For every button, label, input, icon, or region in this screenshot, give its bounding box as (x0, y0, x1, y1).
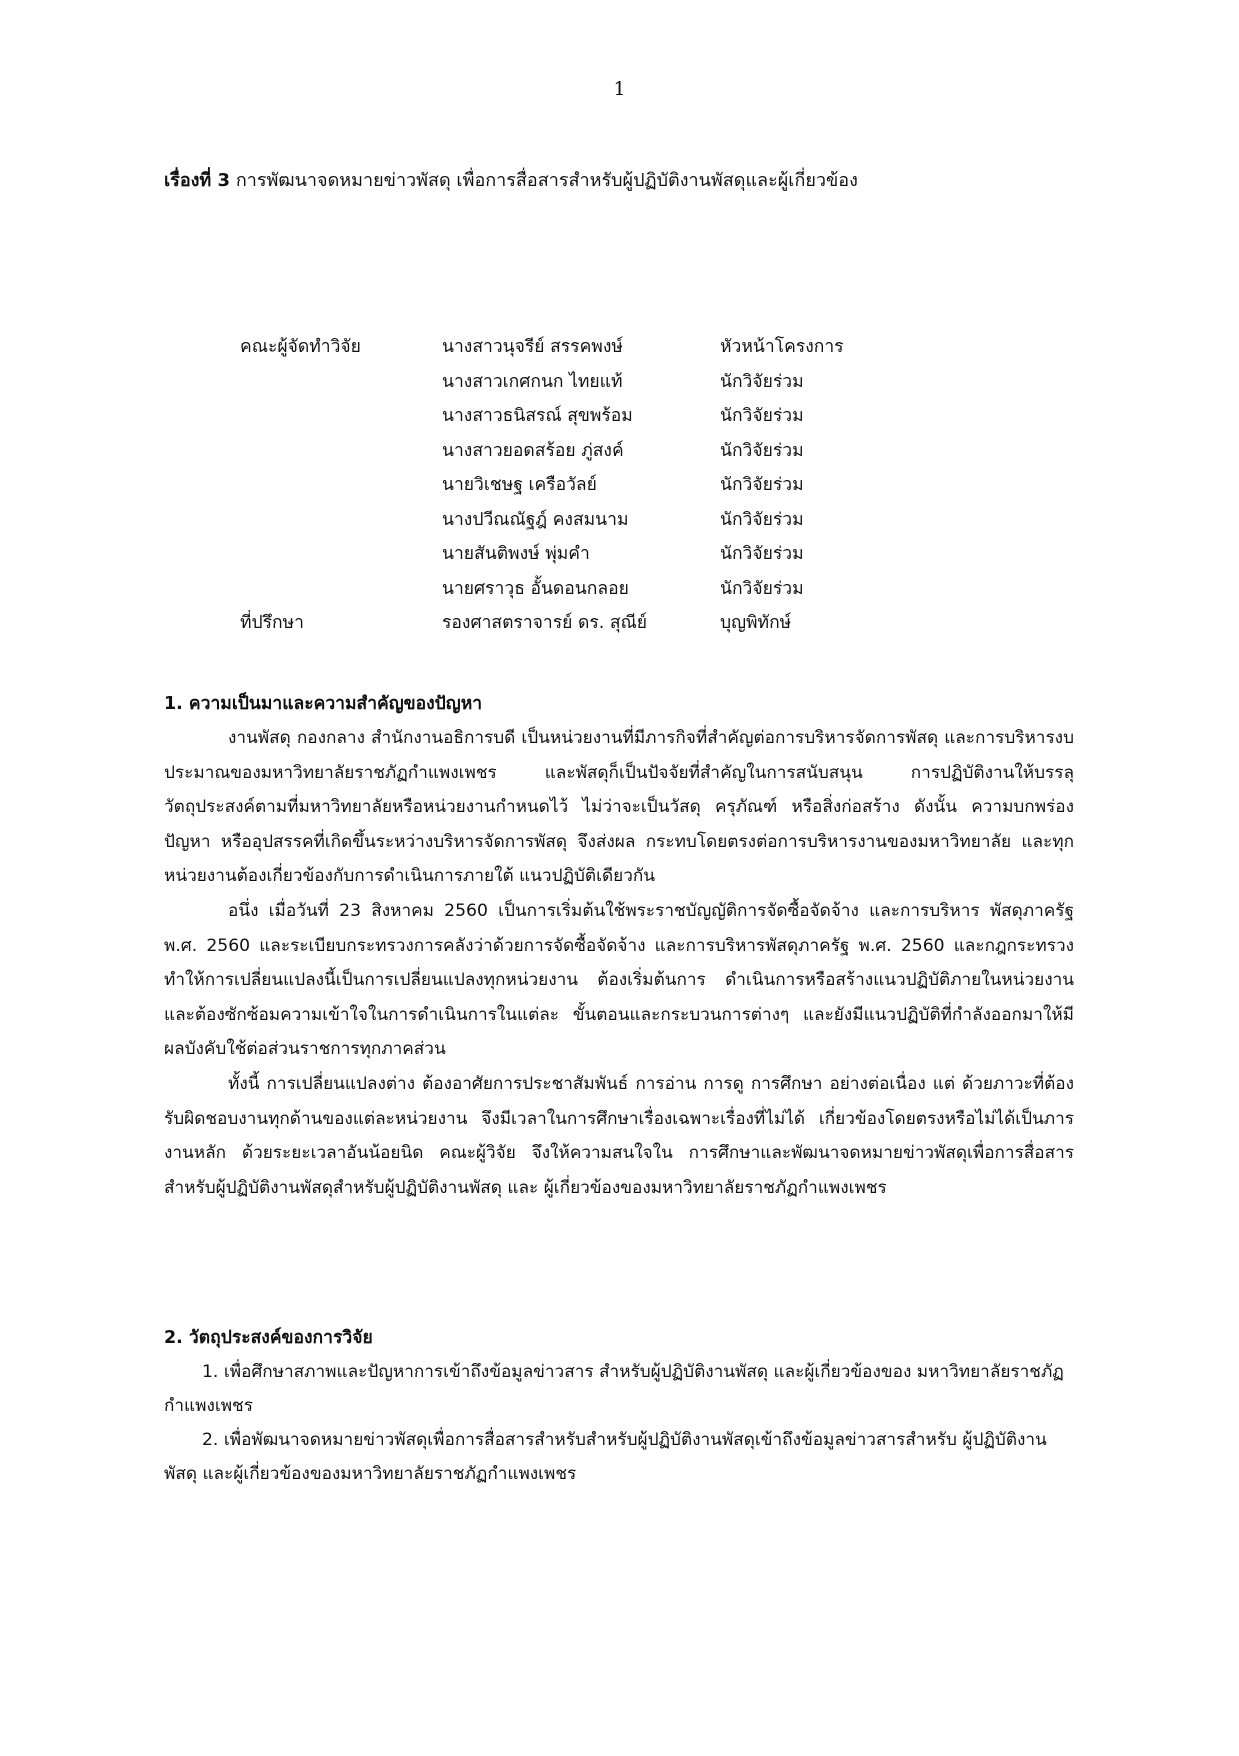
team-row (240, 606, 1000, 641)
team-row (240, 468, 1000, 503)
team-member-role: นักวิจัยร่วม (720, 440, 804, 461)
team-member-name: นางสาวยอดสร้อย ภู่สงค์ (442, 440, 624, 461)
section-heading: 1. ความเป็นมาและความสำคัญของปัญหา (164, 694, 483, 714)
team-member-role: นักวิจัยร่วม (720, 371, 804, 392)
team-member-role: หัวหน้าโครงการ (720, 337, 844, 357)
paragraph: ทั้งนี้ การเปลี่ยนแปลงต่าง ต้องอาศัยการประชาสัมพันธ์ การอ่าน การดู การศึกษา อย่างต่อเนื่อง แต่ ด้วยภาวะที่ต้องรับผิดชอบงานทุกด้านของแต่ละหน่วยงาน จึงมีเวลาในการศึกษาเรื่องเฉพาะเรื่องที่ไม่ได้ เกี่ยวข้องโดยตรงหรือไม่ได้เป็นภารงานหลัก ด้วยระยะเวลาอันน้อยนิด คณะผู้วิจัย จึงให้ความสนใจใน การศึกษาและพัฒนาจดหมายข่าวพัสดุเพื่อการสื่อสารสำหรับผู้ปฏิบัติงานพัสดุสำหรับผู้ปฏิบัติงานพัสดุ และ ผู้เกี่ยวข้องของมหาวิทยาลัยราชภัฏกำแพงเพชร (164, 1073, 1074, 1198)
team-member-name: นายสันติพงษ์ พุ่มคำ (442, 544, 590, 564)
section-heading: 2. วัตถุประสงค์ของการวิจัย (164, 1328, 373, 1348)
paragraph: อนึ่ง เมื่อวันที่ 23 สิงหาคม 2560 เป็นการเริ่มต้นใช้พระราชบัญญัติการจัดซื้อจัดจ้าง และการบริหาร พัสดุภาครัฐ พ.ศ. 2560 และระเบียบกระทรวงการคลังว่าด้วยการจัดซื้อจัดจ้าง และการบริหารพัสดุภาครัฐ พ.ศ. 2560 และกฎกระทรวง ทำให้การเปลี่ยนแปลงนี้เป็นการเปลี่ยนแปลงทุกหน่วยงาน ต้องเริ่มต้นการ ดำเนินการหรือสร้างแนวปฏิบัติภายในหน่วยงาน และต้องซักซ้อมความเข้าใจในการดำเนินการในแต่ละ ขั้นตอนและกระบวนการต่างๆ และยังมีแนวปฏิบัติที่กำลังออกมาให้มีผลบังคับใช้ต่อส่วนราชการทุกภาคส่วน (164, 900, 1074, 1060)
paragraph: งานพัสดุ กองกลาง สำนักงานอธิการบดี เป็นหน่วยงานที่มีภารกิจที่สำคัญต่อการบริหารจัดการพัสดุ และการบริหารงบประมาณของมหาวิทยาลัยราชภัฏกำแพงเพชร และพัสดุก็เป็นปัจจัยที่สำคัญในการสนับสนุน การปฏิบัติงานให้บรรลุวัตถุประสงค์ตามที่มหาวิทยาลัยหรือหน่วยงานกำหนดไว้ ไม่ว่าจะเป็นวัสดุ ครุภัณฑ์ หรือสิ่งก่อสร้าง ดังนั้น ความบกพร่อง ปัญหา หรืออุปสรรคที่เกิดขึ้นระหว่างบริหารจัดการพัสดุ จึงส่งผล กระทบโดยตรงต่อการบริหารงานของมหาวิทยาลัย และทุกหน่วยงานต้องเกี่ยวข้องกับการดำเนินการภายใต้ แนวปฏิบัติเดียวกัน (164, 728, 1074, 887)
team-member-name: นายศราวุธ อั้นดอนกลอย (442, 578, 629, 599)
team-member-role: นักวิจัยร่วม (720, 544, 804, 564)
page-number: 1 (613, 78, 626, 100)
team-row (240, 537, 1000, 572)
team-row (240, 330, 1000, 365)
team-member-role: นักวิจัยร่วม (720, 475, 804, 495)
title-label: เรื่องที่ 3 (164, 170, 231, 191)
objective-item: 1. เพื่อศึกษาสภาพและปัญหาการเข้าถึงข้อมูลข่าวสาร สำหรับผู้ปฏิบัติงานพัสดุ และผู้เกี่ยวข้องของ มหาวิทยาลัยราชภัฏกำแพงเพชร (164, 1362, 1064, 1416)
section-objectives (164, 1322, 1074, 1491)
team-member-role: นักวิจัยร่วม (720, 578, 804, 599)
advisor-surname: บุญพิทักษ์ (720, 613, 792, 633)
team-row (240, 503, 1000, 538)
team-row (240, 365, 1000, 400)
team-member-name: นางปวีณณัฐฎ์ คงสมนาม (442, 509, 629, 530)
team-row (240, 572, 1000, 607)
research-team (240, 330, 1000, 641)
team-row (240, 399, 1000, 434)
title-text: การพัฒนาจดหมายข่าวพัสดุ เพื่อการสื่อสารสำหรับผู้ปฏิบัติงานพัสดุและผู้เกี่ยวข้อง (235, 170, 858, 191)
objective-item: 2. เพื่อพัฒนาจดหมายข่าวพัสดุเพื่อการสื่อสารสำหรับสำหรับผู้ปฏิบัติงานพัสดุเข้าถึงข้อมูลข่าวสารสำหรับ ผู้ปฏิบัติงานพัสดุ และผู้เกี่ยวข้องของมหาวิทยาลัยราชภัฏกำแพงเพชร (164, 1430, 1047, 1484)
team-member-name: นางสาวนุจรีย์ สรรคพงษ์ (442, 337, 623, 357)
team-member-name: นางสาวเกศกนก ไทยแท้ (442, 371, 623, 392)
advisor-name: รองศาสตราจารย์ ดร. สุณีย์ (442, 613, 648, 633)
team-row (240, 434, 1000, 469)
team-member-name: นางสาวธนิสรณ์ สุขพร้อม (442, 406, 633, 426)
team-member-role: นักวิจัยร่วม (720, 509, 804, 530)
advisor-label: ที่ปรึกษา (240, 613, 305, 633)
team-label: คณะผู้จัดทำวิจัย (240, 337, 361, 357)
document-title (164, 168, 1084, 194)
section-background (164, 688, 1074, 1205)
team-member-role: นักวิจัยร่วม (720, 406, 804, 426)
team-member-name: นายวิเชษฐ เครือวัลย์ (442, 475, 597, 495)
